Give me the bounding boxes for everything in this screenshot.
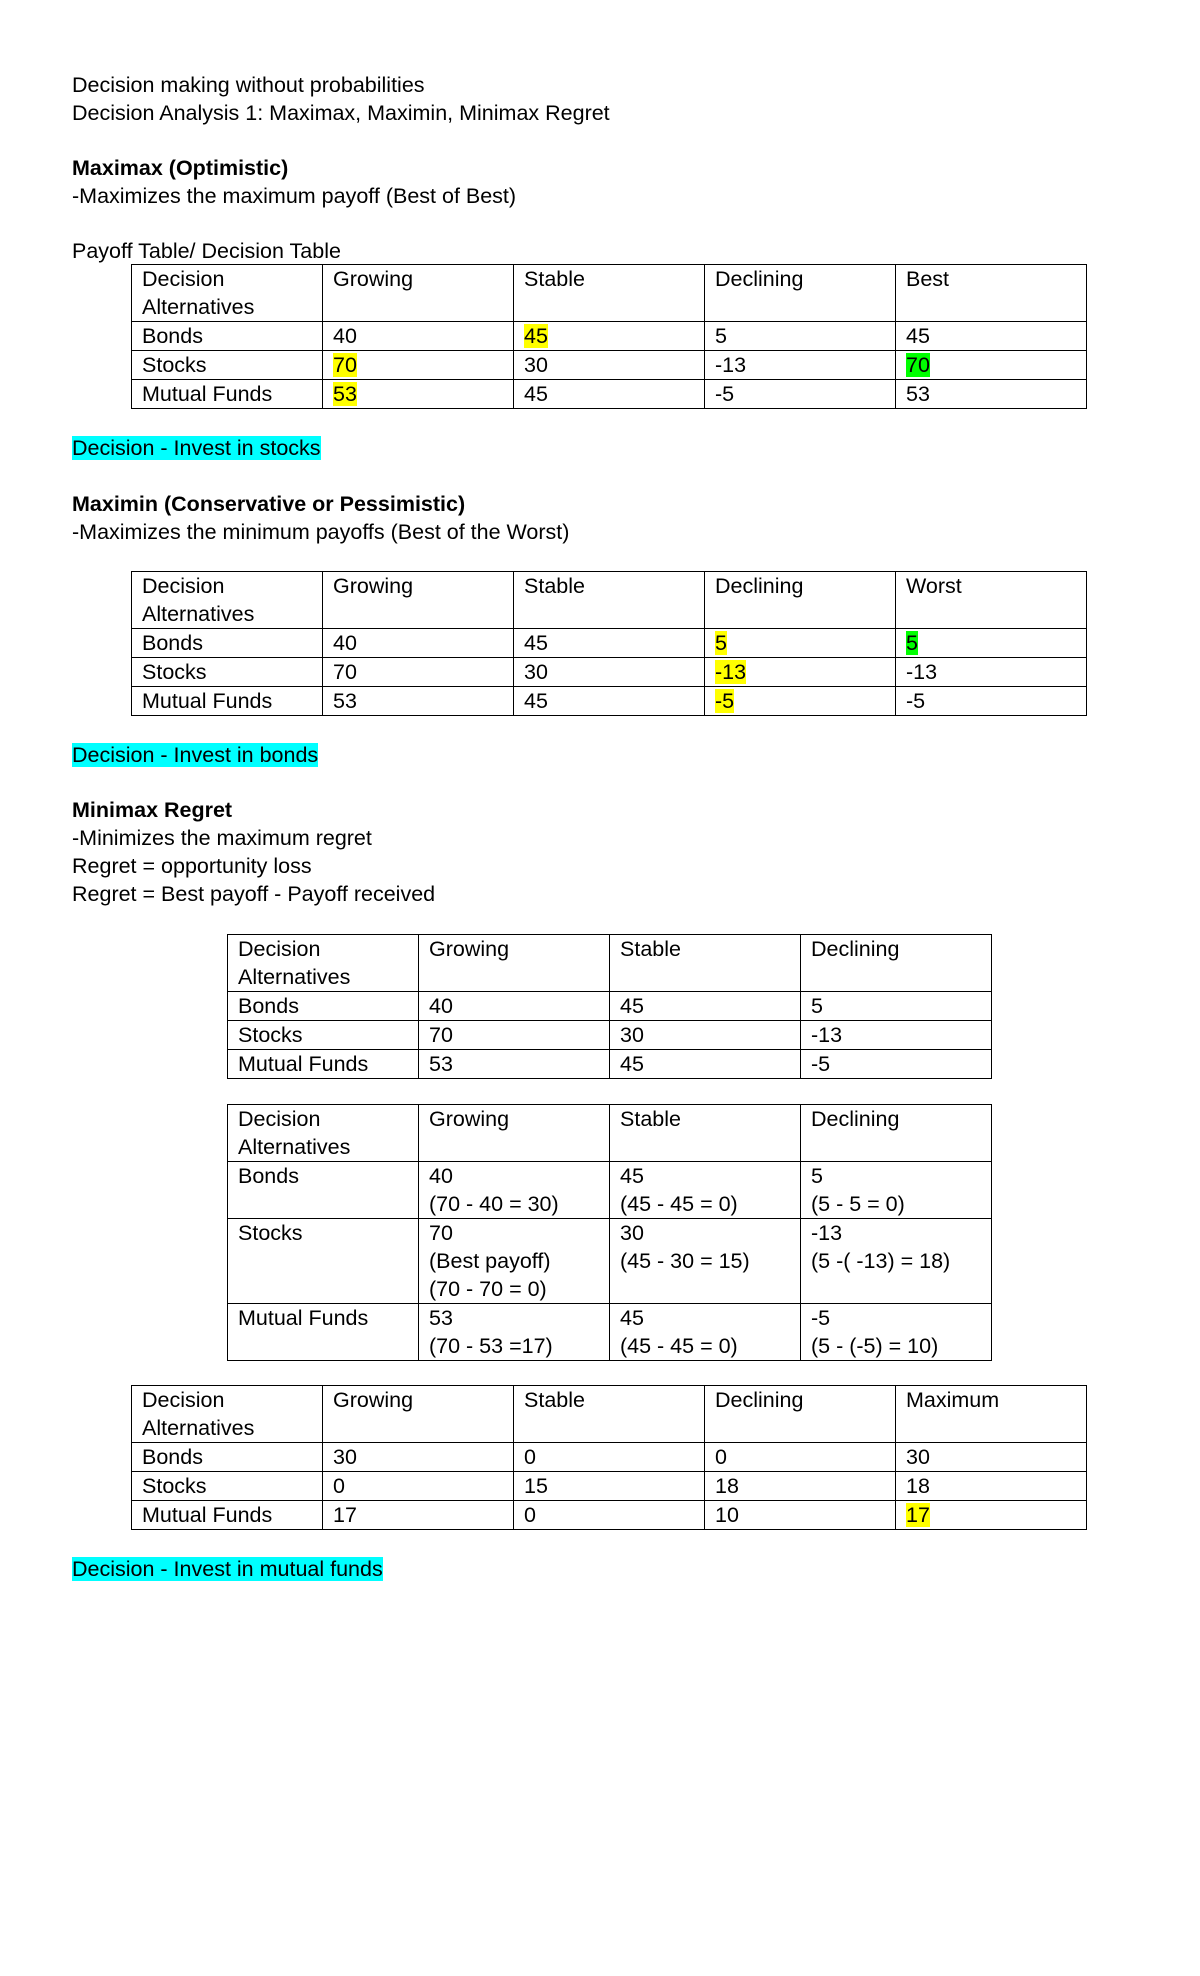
calc-value: 30 [620,1221,644,1245]
maximax-description: -Maximizes the maximum payoff (Best of Best) [72,184,517,208]
table-row [132,658,1087,687]
value-cell: 40 [323,629,514,658]
header-cell: Declining [801,1105,992,1162]
calc-formula: (70 - 70 = 0) [429,1277,547,1301]
header-cell: Decision Alternatives [132,1386,323,1443]
header-cell: Worst [896,572,1087,629]
value-cell: -5 [896,687,1087,716]
maximax-table-caption: Payoff Table/ Decision Table [72,239,341,263]
alternative-cell: Bonds [132,322,323,351]
maximin-description: -Maximizes the minimum payoffs (Best of the Worst) [72,520,570,544]
calc-cell [801,1219,992,1304]
table-header-row [132,1386,1087,1443]
regret-calculation-table [227,1104,992,1361]
calc-formula: (5 - (-5) = 10) [811,1334,939,1358]
value-cell: -5 [705,380,896,409]
value-cell: -13 [896,658,1087,687]
regret-table [131,1385,1087,1530]
calc-cell [610,1304,801,1361]
header-cell: Growing [419,1105,610,1162]
calc-cell [419,1219,610,1304]
header-cell: Maximum [896,1386,1087,1443]
alternative-cell: Stocks [132,1472,323,1501]
value-cell [896,1501,1087,1530]
value-cell: 30 [323,1443,514,1472]
regret-payoff-table [227,934,992,1079]
value-cell: 53 [323,687,514,716]
table-header-row [132,572,1087,629]
value-cell: 70 [323,658,514,687]
minimax-regret-description: -Minimizes the maximum regret [72,826,372,850]
header-cell: Decision Alternatives [228,1105,419,1162]
regret-formula: Regret = Best payoff - Payoff received [72,882,436,906]
best-value-highlight: 5 [906,631,918,655]
table-row [228,1021,992,1050]
calc-value: 45 [620,1164,644,1188]
header-cell: Decision Alternatives [132,572,323,629]
table-header-row [132,265,1087,322]
value-cell: 45 [514,629,705,658]
highlighted-value: 53 [333,382,357,406]
maximin-decision [72,741,318,769]
alternative-cell: Stocks [132,351,323,380]
highlighted-value: 45 [524,324,548,348]
calc-formula: (45 - 45 = 0) [620,1334,738,1358]
calc-cell [610,1219,801,1304]
value-cell: 0 [514,1443,705,1472]
highlighted-value: 17 [906,1503,930,1527]
calc-note: (Best payoff) [429,1249,551,1273]
header-cell: Declining [705,265,896,322]
highlighted-value: -13 [715,660,747,684]
calc-cell [801,1304,992,1361]
table-header-row [228,935,992,992]
calc-value: 53 [429,1306,453,1330]
value-cell: 17 [323,1501,514,1530]
table-row [132,1443,1087,1472]
table-row [228,992,992,1021]
value-cell: 18 [705,1472,896,1501]
value-cell: 10 [705,1501,896,1530]
calc-value: 5 [811,1164,823,1188]
calc-value: 70 [429,1221,453,1245]
header-cell: Decision Alternatives [132,265,323,322]
best-value-highlight: 70 [906,353,930,377]
alternative-cell: Bonds [132,1443,323,1472]
maximax-decision [72,434,321,462]
decision-highlight: Decision - Invest in stocks [72,436,321,460]
calc-formula: (70 - 40 = 30) [429,1192,559,1216]
value-cell [896,629,1087,658]
regret-definition: Regret = opportunity loss [72,854,312,878]
header-cell: Stable [610,1105,801,1162]
table-row [132,1501,1087,1530]
value-cell: 45 [896,322,1087,351]
header-cell: Stable [610,935,801,992]
value-cell: 0 [705,1443,896,1472]
table-row [228,1162,992,1219]
calc-formula: (5 - 5 = 0) [811,1192,905,1216]
calc-cell [610,1162,801,1219]
table-row [228,1219,992,1304]
minimax-regret-heading: Minimax Regret [72,798,233,822]
value-cell: 5 [705,322,896,351]
value-cell: -5 [801,1050,992,1079]
header-cell: Growing [323,1386,514,1443]
value-cell [896,351,1087,380]
alternative-cell: Stocks [132,658,323,687]
value-cell: 0 [323,1472,514,1501]
calc-cell [419,1304,610,1361]
highlighted-value: 5 [715,631,727,655]
value-cell [323,380,514,409]
value-cell: 5 [801,992,992,1021]
table-row [132,380,1087,409]
intro-line-2: Decision Analysis 1: Maximax, Maximin, Minimax Regret [72,101,610,125]
header-cell: Declining [705,1386,896,1443]
calc-cell [801,1162,992,1219]
value-cell: 45 [610,1050,801,1079]
value-cell: 40 [419,992,610,1021]
table-row [132,322,1087,351]
value-cell: 45 [514,687,705,716]
minimax-regret-decision [72,1555,383,1583]
value-cell: -13 [801,1021,992,1050]
value-cell: 15 [514,1472,705,1501]
calc-formula: (70 - 53 =17) [429,1334,553,1358]
highlighted-value: -5 [715,689,735,713]
calc-value: 40 [429,1164,453,1188]
alternative-cell: Stocks [228,1219,419,1304]
value-cell [514,322,705,351]
table-row [132,351,1087,380]
highlighted-value: 70 [333,353,357,377]
value-cell [705,629,896,658]
value-cell: 45 [514,380,705,409]
header-cell: Best [896,265,1087,322]
header-cell: Declining [705,572,896,629]
value-cell: 53 [419,1050,610,1079]
value-cell [323,351,514,380]
alternative-cell: Stocks [228,1021,419,1050]
value-cell: 53 [896,380,1087,409]
alternative-cell: Bonds [228,1162,419,1219]
alternative-cell: Mutual Funds [228,1304,419,1361]
alternative-cell: Bonds [132,629,323,658]
alternative-cell: Mutual Funds [132,1501,323,1530]
header-cell: Growing [323,265,514,322]
value-cell: 45 [610,992,801,1021]
header-cell: Stable [514,265,705,322]
alternative-cell: Mutual Funds [228,1050,419,1079]
table-row [132,629,1087,658]
value-cell [705,687,896,716]
calc-value: -5 [811,1306,831,1330]
maximax-heading: Maximax (Optimistic) [72,156,289,180]
decision-highlight: Decision - Invest in bonds [72,743,319,767]
calc-formula: (45 - 45 = 0) [620,1192,738,1216]
intro-line-1: Decision making without probabilities [72,73,425,97]
value-cell [705,658,896,687]
header-cell: Declining [801,935,992,992]
header-cell: Stable [514,1386,705,1443]
calc-value: -13 [811,1221,843,1245]
alternative-cell: Mutual Funds [132,380,323,409]
calc-value: 45 [620,1306,644,1330]
maximin-table [131,571,1087,716]
calc-formula: (5 -( -13) = 18) [811,1249,951,1273]
decision-highlight: Decision - Invest in mutual funds [72,1557,383,1581]
header-cell: Stable [514,572,705,629]
header-cell: Growing [323,572,514,629]
alternative-cell: Mutual Funds [132,687,323,716]
value-cell: 18 [896,1472,1087,1501]
table-header-row [228,1105,992,1162]
maximax-table [131,264,1087,409]
value-cell: 30 [514,658,705,687]
table-row [228,1050,992,1079]
alternative-cell: Bonds [228,992,419,1021]
value-cell: 30 [610,1021,801,1050]
value-cell: 30 [514,351,705,380]
value-cell: 30 [896,1443,1087,1472]
table-row [132,687,1087,716]
maximin-heading: Maximin (Conservative or Pessimistic) [72,492,466,516]
header-cell: Growing [419,935,610,992]
table-row [228,1304,992,1361]
calc-cell [419,1162,610,1219]
value-cell: 0 [514,1501,705,1530]
value-cell: 40 [323,322,514,351]
value-cell: 70 [419,1021,610,1050]
calc-formula: (45 - 30 = 15) [620,1249,750,1273]
header-cell: Decision Alternatives [228,935,419,992]
table-row [132,1472,1087,1501]
value-cell: -13 [705,351,896,380]
